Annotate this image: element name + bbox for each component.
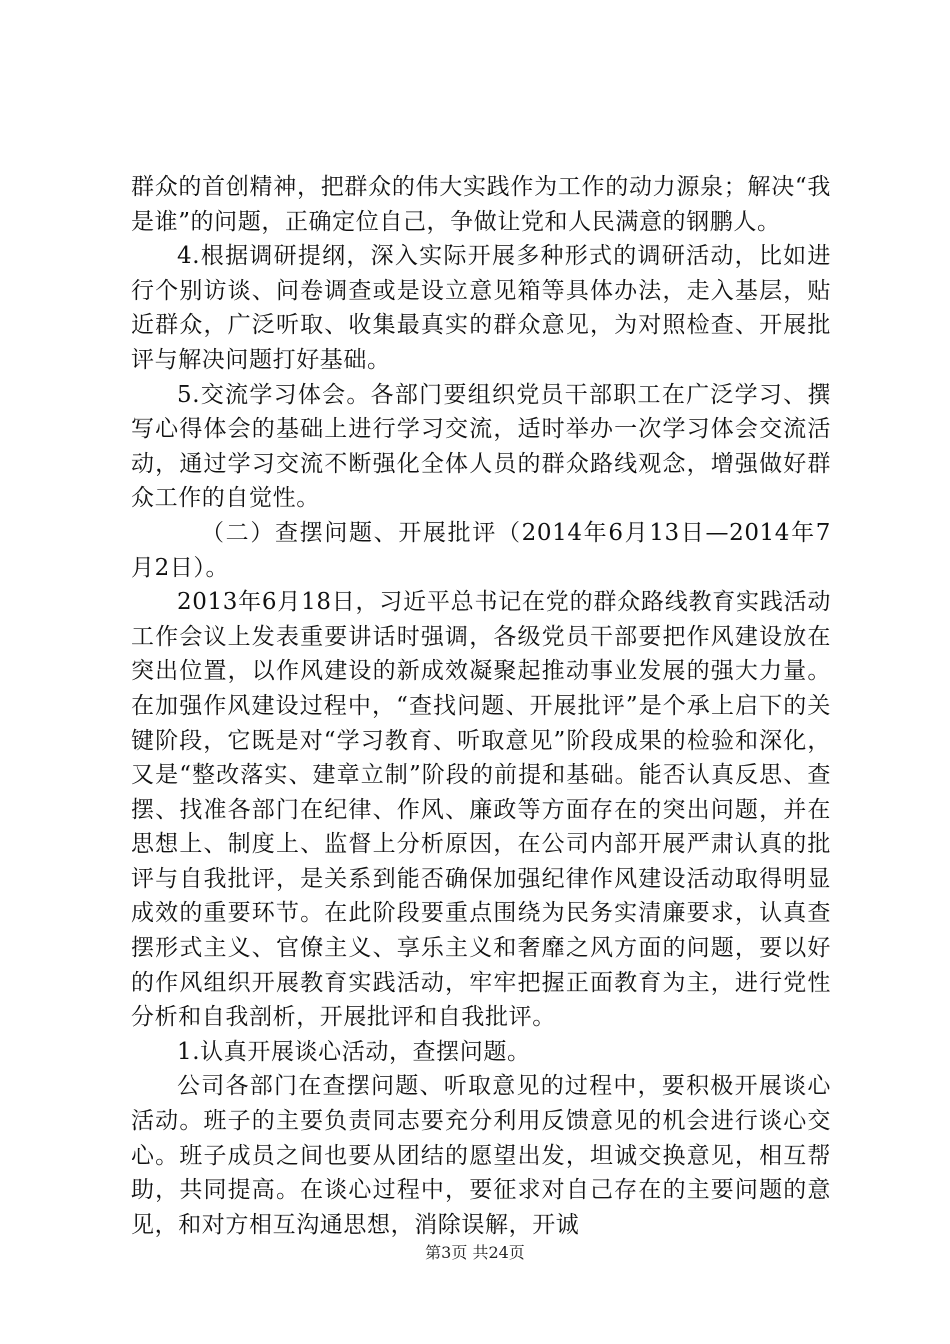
document-body xyxy=(131,170,831,1242)
paragraph-item-4: 4.根据调研提纲，深入实际开展多种形式的调研活动，比如进行个别访谈、问卷调查或是设立意见箱等具体办法，走入基层，贴近群众，广泛听取、收集最真实的群众意见，为对照检查、开展批评与解决问题打好基础。 xyxy=(131,243,831,373)
section-heading-2: （二）查摆问题、开展批评（2014年6月13日—2014年7月2日）。 xyxy=(131,519,831,581)
paragraph-body-2: 公司各部门在查摆问题、听取意见的过程中，要积极开展谈心活动。班子的主要负责同志要充分利用反馈意见的机会进行谈心交心。班子成员之间也要从团结的愿望出发，坦诚交换意见，相互帮助，共同提高。在谈心过程中，要征求对自己存在的主要问题的意见，和对方相互沟通思想，消除误解，开诚 xyxy=(131,1073,831,1238)
paragraph-continuation: 群众的首创精神，把群众的伟大实践作为工作的动力源泉；解决“我是谁”的问题，正确定位自己，争做让党和人民满意的钢鹏人。 xyxy=(131,174,831,235)
paragraph-body: 2013年6月18日，习近平总书记在党的群众路线教育实践活动工作会议上发表重要讲话时强调，各级党员干部要把作风建设放在突出位置，以作风建设的新成效凝聚起推动事业发展的强大力量。在加强作风建设过程中，“查找问题、开展批评”是个承上启下的关键阶段，它既是对“学习教育、听取意见”阶段成果的检验和深化，又是“整改落实、建章立制”阶段的前提和基础。能否认真反思、查摆、找准各部门在纪律、作风、廉政等方面存在的突出问题，并在思想上、制度上、监督上分析原因，在公司内部开展严肃认真的批评与自我批评，是关系到能否确保加强纪律作风建设活动取得明显成效的重要环节。在此阶段要重点围绕为民务实清廉要求，认真查摆形式主义、官僚主义、享乐主义和奢靡之风方面的问题，要以好的作风组织开展教育实践活动，牢牢把握正面教育为主，进行党性分析和自我剖析，开展批评和自我批评。 xyxy=(131,589,831,1031)
subheading-item-1: 1.认真开展谈心活动，查摆问题。 xyxy=(177,1038,531,1065)
page-number-footer: 第3页 共24页 xyxy=(425,1243,525,1262)
paragraph-item-5: 5.交流学习体会。各部门要组织党员干部职工在广泛学习、撰写心得体会的基础上进行学习交流，适时举办一次学习体会交流活动，通过学习交流不断强化全体人员的群众路线观念，增强做好群众工作的自觉性。 xyxy=(131,381,831,512)
